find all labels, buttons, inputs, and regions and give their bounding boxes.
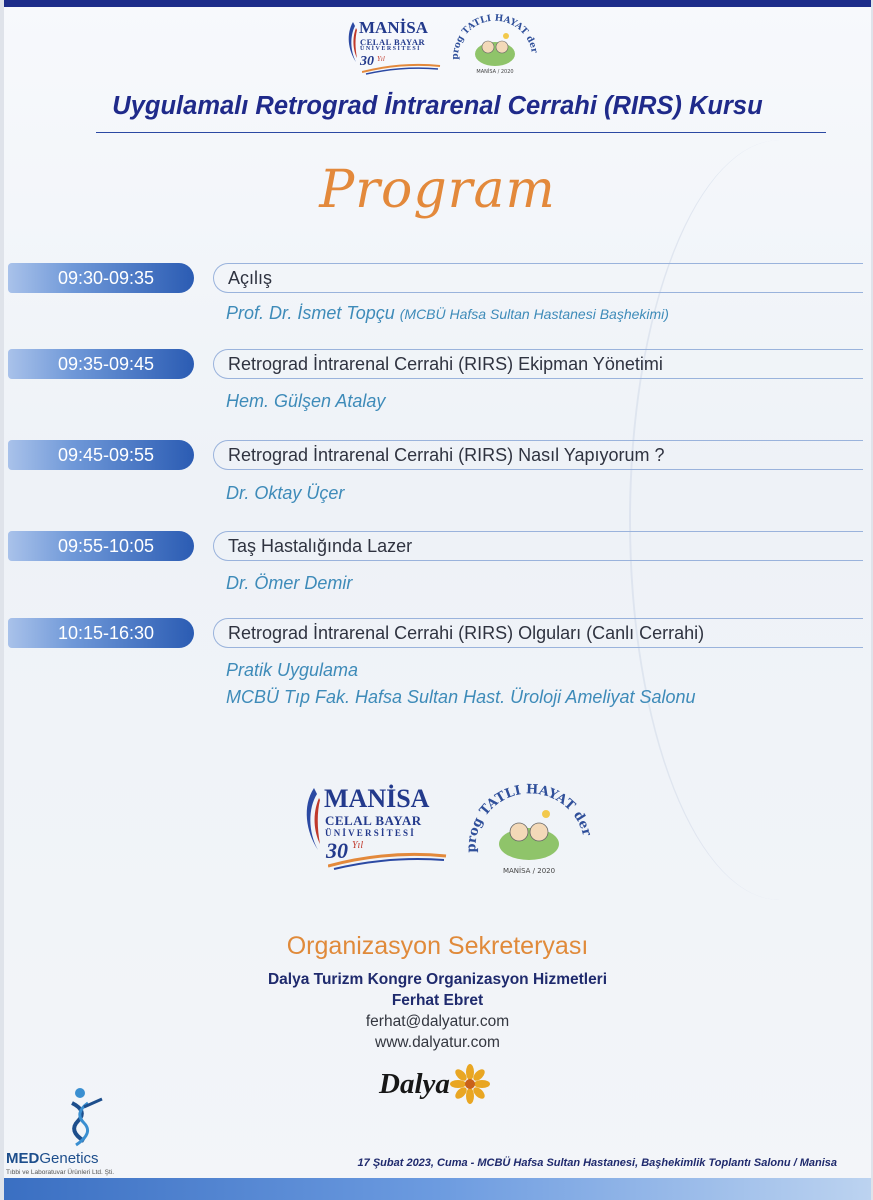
topic-box <box>213 531 863 561</box>
medgenetics-logo <box>6 1085 146 1185</box>
course-title: Uygulamalı Retrograd İntrarenal Cerrahi (RIRS) Kursu <box>112 92 763 120</box>
mcbu-subname: CELAL BAYAR <box>360 37 426 47</box>
swoosh-icon <box>362 62 442 76</box>
bottom-bar <box>4 1178 871 1200</box>
topic-label: Retrograd İntrarenal Cerrahi (RIRS) Nasıl Yapıyorum ? <box>228 445 665 465</box>
speaker-affiliation: (MCBÜ Hafsa Sultan Hastanesi Başhekimi) <box>399 306 669 322</box>
speaker-name: Hem. Gülşen Atalay <box>226 391 386 411</box>
title-divider <box>96 132 826 133</box>
time-badge: 09:45-09:55 <box>8 440 194 470</box>
medgenetics-subtitle: Tıbbi ve Laboratuvar Ürünleri Ltd. Şti. <box>6 1169 115 1176</box>
svg-text:MANİSA / 2020: MANİSA / 2020 <box>476 69 514 75</box>
org-title: Organizasyon Sekreteryası <box>286 932 589 960</box>
mcbu-yil: Yıl <box>377 55 385 63</box>
speaker-name: Dr. Ömer Demir <box>226 573 353 593</box>
topic-label: Açılış <box>228 268 273 288</box>
topic-box <box>213 618 863 648</box>
mcbu-name: MANİSA <box>324 784 430 813</box>
mcbu-university: ÜNİVERSİTESİ <box>360 46 422 52</box>
org-company: Dalya Turizm Kongre Organizasyon Hizmetleri <box>267 971 608 988</box>
dalya-logo <box>379 1064 490 1104</box>
bottom-logos <box>300 778 594 878</box>
speaker-location: MCBÜ Tıp Fak. Hafsa Sultan Hast. Üroloji Ameliyat Salonu <box>226 687 696 707</box>
medgenetics-name-b: Genetics <box>39 1150 99 1167</box>
time-badge: 10:15-16:30 <box>8 618 194 648</box>
topic-box <box>213 440 863 470</box>
dalya-word: Dalya <box>379 1067 450 1100</box>
speaker-name: Dr. Oktay Üçer <box>226 483 345 503</box>
top-bar <box>4 0 871 7</box>
medgenetics-name <box>6 1150 99 1167</box>
medgenetics-name-a: MED <box>6 1150 40 1167</box>
flame-icon <box>300 786 322 852</box>
prog-logo <box>464 778 594 878</box>
time-badge: 09:35-09:45 <box>8 349 194 379</box>
org-person: Ferhat Ebret <box>391 992 484 1009</box>
decorative-curve <box>629 140 871 900</box>
dna-figure-icon <box>62 1085 122 1149</box>
top-logos <box>344 14 540 76</box>
org-website[interactable]: www.dalyatur.com <box>375 1034 500 1051</box>
topic-label: Taş Hastalığında Lazer <box>228 536 413 556</box>
speaker <box>226 303 669 324</box>
flame-icon <box>344 20 358 64</box>
svg-text:prog TATLI HAYAT derneği: prog TATLI HAYAT der <box>450 14 539 60</box>
program-heading: Program <box>319 160 556 220</box>
svg-text:prog TATLI HAYAT derneği: prog TATLI HAYAT der <box>464 782 594 853</box>
topic-label: Retrograd İntrarenal Cerrahi (RIRS) Ekipman Yönetimi <box>228 354 663 374</box>
flower-icon <box>450 1064 490 1104</box>
footer-event-info: 17 Şubat 2023, Cuma - MCBÜ Hafsa Sultan Hastanesi, Başhekimlik Toplantı Salonu / Manisa <box>357 1157 837 1169</box>
topic-box <box>213 349 863 379</box>
program-flyer <box>4 0 871 1200</box>
mcbu-yil: Yıl <box>352 840 364 851</box>
swoosh-icon <box>328 850 448 870</box>
topic-box <box>213 263 863 293</box>
mcbu-logo <box>344 14 444 76</box>
prog-emblem-icon <box>464 778 594 878</box>
topic-label: Retrograd İntrarenal Cerrahi (RIRS) Olguları (Canlı Cerrahi) <box>228 623 705 643</box>
time-badge: 09:30-09:35 <box>8 263 194 293</box>
speaker-name: Prof. Dr. İsmet Topçu <box>226 303 395 323</box>
prog-logo <box>450 14 540 76</box>
time-badge: 09:55-10:05 <box>8 531 194 561</box>
mcbu-name: MANİSA <box>359 18 428 37</box>
mcbu-30: 30 <box>326 838 348 863</box>
mcbu-university: ÜNİVERSİTESİ <box>325 828 416 838</box>
speaker-name: Pratik Uygulama <box>226 660 359 680</box>
svg-text:MANİSA / 2020: MANİSA / 2020 <box>502 867 556 875</box>
mcbu-subname: CELAL BAYAR <box>325 813 422 828</box>
prog-emblem-icon <box>450 14 540 76</box>
mcbu-logo <box>300 778 450 870</box>
mcbu-30: 30 <box>360 54 374 69</box>
org-email[interactable]: ferhat@dalyatur.com <box>365 1013 510 1030</box>
